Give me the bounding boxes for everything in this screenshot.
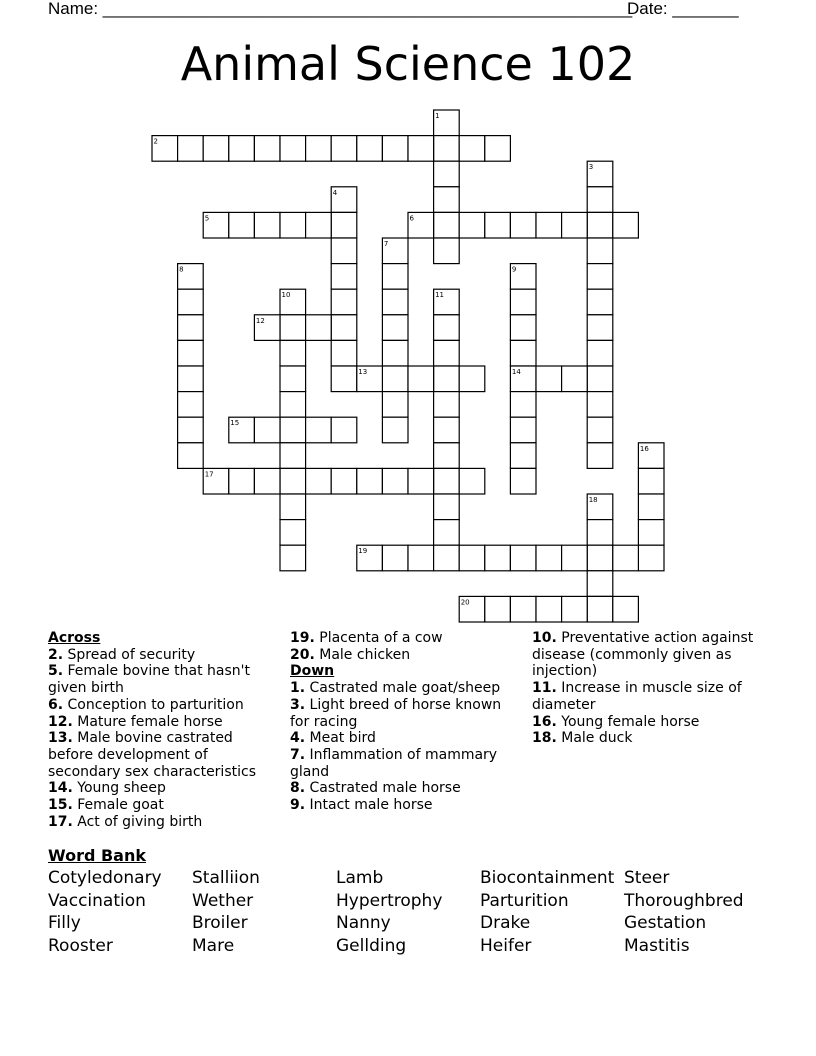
clue-item-number: 4. xyxy=(290,730,306,747)
grid-cell[interactable] xyxy=(587,187,613,213)
grid-cell[interactable] xyxy=(587,315,613,341)
grid-cell[interactable] xyxy=(280,392,306,418)
grid-cell[interactable] xyxy=(280,366,306,392)
clue-item-number: 10. xyxy=(532,630,557,646)
across-heading: Across xyxy=(48,630,101,646)
clue-item-text: Male duck xyxy=(556,730,633,747)
clue-number: 5 xyxy=(204,214,210,223)
grid-cell[interactable] xyxy=(408,366,434,392)
clue-item-number: 3. xyxy=(290,696,306,713)
grid-cell[interactable] xyxy=(587,443,613,469)
clue-item xyxy=(48,780,274,797)
clue-item xyxy=(290,697,518,730)
grid-cell[interactable] xyxy=(280,494,306,520)
grid-cell[interactable] xyxy=(434,417,460,443)
grid-cell[interactable] xyxy=(536,545,562,571)
grid-cell[interactable] xyxy=(562,596,588,622)
grid-cell[interactable] xyxy=(408,545,434,571)
grid-cell[interactable] xyxy=(434,366,460,392)
grid-cell[interactable] xyxy=(434,212,460,238)
word-bank-heading: Word Bank xyxy=(48,846,147,865)
grid-cell[interactable] xyxy=(306,136,332,162)
grid-cell[interactable] xyxy=(280,136,306,162)
clue-item-text: Meat bird xyxy=(305,730,376,747)
grid-cell[interactable] xyxy=(306,417,332,443)
grid-cell[interactable] xyxy=(485,596,511,622)
clue-item-number: 12. xyxy=(48,713,73,730)
clue-number: 9 xyxy=(511,265,517,274)
grid-cell[interactable] xyxy=(536,596,562,622)
grid-cell[interactable] xyxy=(587,596,613,622)
grid-cell[interactable] xyxy=(306,315,332,341)
grid-cell[interactable] xyxy=(587,238,613,264)
clue-item-text: Castrated male horse xyxy=(305,780,461,797)
down-clues xyxy=(290,630,518,814)
grid-cell[interactable] xyxy=(254,136,280,162)
word-bank-item: Gestation xyxy=(624,913,707,934)
page-title: Animal Science 102 xyxy=(180,37,636,91)
clue-item-text: Increase in muscle size of diameter xyxy=(532,680,742,713)
grid-cell[interactable] xyxy=(280,545,306,571)
grid-cell[interactable] xyxy=(613,545,639,571)
grid-cell[interactable] xyxy=(485,545,511,571)
clue-item-text: Preventative action against disease (commonly given as injection) xyxy=(532,630,754,680)
grid-cell[interactable] xyxy=(331,315,357,341)
clue-number: 4 xyxy=(332,188,338,197)
clue-item-text: Male chicken xyxy=(314,646,411,663)
clue-item-number: 1. xyxy=(290,680,306,697)
clue-item-text: Female goat xyxy=(72,797,164,814)
clue-number: 12 xyxy=(255,316,265,325)
clue-item xyxy=(48,797,274,814)
grid-cell[interactable] xyxy=(434,315,460,341)
clue-item-number: 18. xyxy=(532,730,557,747)
grid-cell[interactable] xyxy=(382,392,408,418)
grid-cell[interactable] xyxy=(382,136,408,162)
clue-item-text: Male bovine castrated before development of secondary sex characteristics xyxy=(48,730,256,780)
grid-cell[interactable] xyxy=(331,212,357,238)
word-bank-item: Mastitis xyxy=(624,936,690,957)
grid-cell[interactable] xyxy=(536,212,562,238)
grid-cell[interactable] xyxy=(331,289,357,315)
clue-number: 18 xyxy=(588,496,598,504)
grid-cell[interactable] xyxy=(587,340,613,366)
grid-cell[interactable] xyxy=(434,161,460,187)
clue-item xyxy=(290,747,518,780)
clue-item-number: 13. xyxy=(48,730,73,747)
clue-number: 1 xyxy=(435,112,440,120)
grid-cell[interactable] xyxy=(382,264,408,290)
grid-cell[interactable] xyxy=(280,417,306,443)
grid-cell[interactable] xyxy=(306,468,332,494)
grid-cell[interactable] xyxy=(434,443,460,469)
grid-cell[interactable] xyxy=(613,212,639,238)
grid-cell[interactable] xyxy=(613,596,639,622)
name-field-label: Name: ________________________________________________________ xyxy=(48,0,633,18)
grid-cell[interactable] xyxy=(331,340,357,366)
grid-cell[interactable] xyxy=(254,468,280,494)
grid-cell[interactable] xyxy=(434,468,460,494)
grid-cell[interactable] xyxy=(357,468,383,494)
grid-cell[interactable] xyxy=(178,289,204,315)
word-bank-item: Gellding xyxy=(336,936,407,957)
clue-item-number: 9. xyxy=(290,797,306,814)
word-bank-item: Mare xyxy=(192,936,235,957)
grid-cell[interactable] xyxy=(510,468,536,494)
grid-cell[interactable] xyxy=(638,468,664,494)
grid-cell[interactable] xyxy=(229,212,255,238)
clue-item-text: Young female horse xyxy=(556,713,700,730)
grid-cell[interactable] xyxy=(562,545,588,571)
grid-cell[interactable] xyxy=(485,136,511,162)
grid-cell[interactable] xyxy=(587,520,613,546)
clue-item-number: 17. xyxy=(48,813,73,830)
grid-cell[interactable] xyxy=(178,392,204,418)
down-heading: Down xyxy=(290,663,335,680)
clue-item-number: 20. xyxy=(290,646,315,663)
grid-cell[interactable] xyxy=(587,571,613,597)
clue-number: 3 xyxy=(588,163,594,172)
grid-cell[interactable] xyxy=(587,212,613,238)
clue-item xyxy=(48,814,274,831)
grid-cell[interactable] xyxy=(510,212,536,238)
grid-cell[interactable] xyxy=(408,468,434,494)
grid-cell[interactable] xyxy=(331,238,357,264)
grid-cell[interactable] xyxy=(178,136,204,162)
grid-cell[interactable] xyxy=(280,212,306,238)
grid-cell[interactable] xyxy=(510,545,536,571)
grid-cell[interactable] xyxy=(382,366,408,392)
grid-cell[interactable] xyxy=(459,545,485,571)
clue-item xyxy=(532,630,760,680)
clue-item-text: Inflammation of mammary gland xyxy=(290,746,498,780)
word-bank-item: Vaccination xyxy=(48,890,146,911)
grid-cell[interactable] xyxy=(306,212,332,238)
grid-cell[interactable] xyxy=(203,136,229,162)
grid-cell[interactable] xyxy=(331,264,357,290)
clue-item-text: Intact male horse xyxy=(305,797,433,814)
clue-number: 2 xyxy=(153,137,158,146)
grid-cell[interactable] xyxy=(587,417,613,443)
grid-cell[interactable] xyxy=(229,136,255,162)
grid-cell[interactable] xyxy=(382,289,408,315)
word-bank-item: Wether xyxy=(192,890,254,911)
grid-cell[interactable] xyxy=(178,417,204,443)
grid-cell[interactable] xyxy=(510,443,536,469)
grid-cell[interactable] xyxy=(587,366,613,392)
clue-item-number: 15. xyxy=(48,797,73,814)
grid-cell[interactable] xyxy=(331,417,357,443)
grid-cell[interactable] xyxy=(382,340,408,366)
grid-cell[interactable] xyxy=(587,289,613,315)
clue-item-number: 19. xyxy=(290,630,315,646)
clue-item-number: 6. xyxy=(48,696,64,713)
clue-number: 20 xyxy=(460,598,470,607)
clue-item xyxy=(48,714,274,731)
grid-cell[interactable] xyxy=(434,340,460,366)
grid-cell[interactable] xyxy=(638,520,664,546)
clue-item xyxy=(48,730,274,780)
grid-cell[interactable] xyxy=(536,366,562,392)
clue-item xyxy=(290,647,518,664)
grid-cell[interactable] xyxy=(382,315,408,341)
clue-item-number: 11. xyxy=(532,680,557,697)
grid-cell[interactable] xyxy=(510,340,536,366)
word-bank-item: Drake xyxy=(480,913,531,934)
grid-cell[interactable] xyxy=(280,520,306,546)
clue-number: 16 xyxy=(639,444,649,453)
word-bank-item: Heifer xyxy=(480,936,532,957)
clue-item-text: Placenta of a cow xyxy=(314,630,443,646)
clue-item xyxy=(48,697,274,714)
clue-item xyxy=(532,730,760,747)
word-bank-item: Steer xyxy=(624,868,670,888)
clue-item-number: 8. xyxy=(290,780,306,797)
clue-item xyxy=(532,714,760,731)
grid-cell[interactable] xyxy=(331,468,357,494)
grid-cell[interactable] xyxy=(382,468,408,494)
grid-cell[interactable] xyxy=(382,417,408,443)
grid-cell[interactable] xyxy=(459,136,485,162)
word-bank-item: Lamb xyxy=(336,868,384,888)
grid-cell[interactable] xyxy=(459,212,485,238)
clue-number: 7 xyxy=(383,240,389,248)
grid-cell[interactable] xyxy=(587,392,613,418)
clue-item xyxy=(290,680,518,697)
grid-cell[interactable] xyxy=(280,443,306,469)
grid-cell[interactable] xyxy=(434,545,460,571)
grid-cell[interactable] xyxy=(229,468,255,494)
clue-item-number: 5. xyxy=(48,663,64,680)
grid-cell[interactable] xyxy=(178,315,204,341)
grid-cell[interactable] xyxy=(434,392,460,418)
grid-cell[interactable] xyxy=(510,289,536,315)
grid-cell[interactable] xyxy=(459,468,485,494)
date-field-label: Date: _______ xyxy=(627,0,739,18)
clue-item xyxy=(290,630,518,647)
grid-cell[interactable] xyxy=(280,468,306,494)
across-clues xyxy=(48,630,274,830)
grid-cell[interactable] xyxy=(459,366,485,392)
clue-item-number: 7. xyxy=(290,746,306,763)
word-bank-item: Hypertrophy xyxy=(336,890,443,911)
word-bank-item: Biocontainment xyxy=(480,868,615,888)
clue-item-text: Conception to parturition xyxy=(63,696,244,713)
grid-cell[interactable] xyxy=(408,136,434,162)
grid-cell[interactable] xyxy=(562,366,588,392)
grid-cell[interactable] xyxy=(357,136,383,162)
grid-cell[interactable] xyxy=(562,212,588,238)
grid-cell[interactable] xyxy=(510,315,536,341)
clue-item-number: 16. xyxy=(532,713,557,730)
word-bank-item: Stalliion xyxy=(192,868,260,888)
grid-cell[interactable] xyxy=(254,212,280,238)
grid-cell[interactable] xyxy=(587,545,613,571)
grid-cell[interactable] xyxy=(331,136,357,162)
grid-cell[interactable] xyxy=(178,340,204,366)
clue-item-text: Spread of security xyxy=(63,646,196,663)
clue-item xyxy=(532,680,760,713)
word-bank-item: Filly xyxy=(48,913,81,934)
clue-item xyxy=(48,647,274,664)
clue-number: 13 xyxy=(358,368,368,376)
grid-cell[interactable] xyxy=(382,545,408,571)
clue-item-number: 2. xyxy=(48,646,64,663)
grid-cell[interactable] xyxy=(434,494,460,520)
clue-item xyxy=(290,730,518,747)
grid-cell[interactable] xyxy=(331,366,357,392)
word-bank-item: Broiler xyxy=(192,913,248,934)
grid-cell[interactable] xyxy=(485,212,511,238)
clue-number: 10 xyxy=(281,291,291,300)
clue-number: 6 xyxy=(409,214,414,223)
clue-item-text: Light breed of horse known for racing xyxy=(290,696,502,730)
clue-item-text: Act of giving birth xyxy=(72,813,203,830)
clue-number: 19 xyxy=(358,547,368,556)
grid-cell[interactable] xyxy=(434,238,460,264)
grid-cell[interactable] xyxy=(434,187,460,213)
word-bank-item: Parturition xyxy=(480,890,569,911)
grid-cell[interactable] xyxy=(280,315,306,341)
clue-number: 14 xyxy=(511,368,521,376)
grid-cell[interactable] xyxy=(178,366,204,392)
clue-item-text: Female bovine that hasn't given birth xyxy=(48,663,250,697)
grid-cell[interactable] xyxy=(638,494,664,520)
grid-cell[interactable] xyxy=(638,545,664,571)
down-clues-continued xyxy=(532,630,760,747)
word-bank-item: Rooster xyxy=(48,936,113,957)
grid-cell[interactable] xyxy=(280,340,306,366)
grid-cell[interactable] xyxy=(587,264,613,290)
word-bank-item: Nanny xyxy=(336,913,391,934)
clue-item xyxy=(290,797,518,814)
grid-cell[interactable] xyxy=(254,417,280,443)
grid-cell[interactable] xyxy=(510,392,536,418)
clue-number: 8 xyxy=(179,265,184,274)
grid-cell[interactable] xyxy=(434,520,460,546)
clue-item-text: Young sheep xyxy=(72,780,166,797)
grid-cell[interactable] xyxy=(510,596,536,622)
grid-cell[interactable] xyxy=(510,417,536,443)
clue-number: 17 xyxy=(204,470,214,479)
word-bank-item: Cotyledonary xyxy=(48,868,162,888)
grid-cell[interactable] xyxy=(434,136,460,162)
clue-item-number: 14. xyxy=(48,780,73,797)
clue-number: 15 xyxy=(230,419,240,428)
grid-cell[interactable] xyxy=(178,443,204,469)
word-bank-item: Thoroughbred xyxy=(624,890,744,911)
clue-item xyxy=(290,780,518,797)
clue-number: 11 xyxy=(435,291,445,300)
clue-item xyxy=(48,663,274,696)
clue-item-text: Castrated male goat/sheep xyxy=(305,680,501,697)
clue-item-text: Mature female horse xyxy=(72,713,223,730)
